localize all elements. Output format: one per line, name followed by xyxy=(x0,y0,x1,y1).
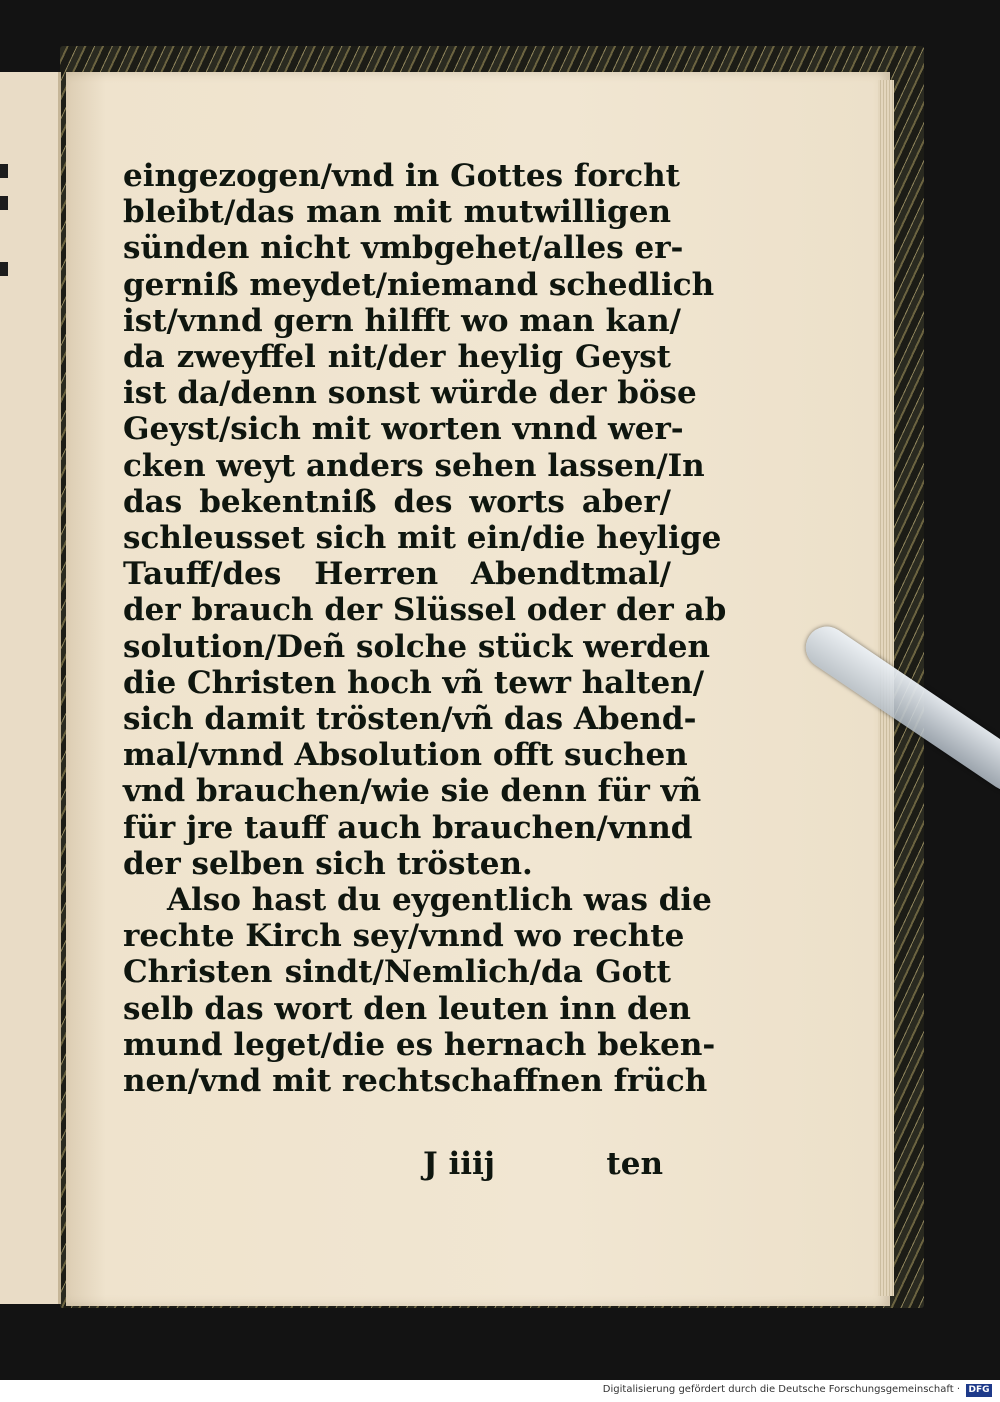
text-line: mal/vnnd Absolution offt suchen xyxy=(123,737,688,774)
text-line: die Christen hoch vñ tewr halten/ xyxy=(123,664,705,701)
text-line: gerniß meydet/niemand schedlich xyxy=(123,266,715,303)
text-line: da zweyffel nit/der heylig Geyst xyxy=(123,339,671,376)
text-fragment-mark xyxy=(0,164,8,178)
text-line: der selben sich trösten. xyxy=(123,845,533,882)
text-line: nen/vnd mit rechtschaffnen früch xyxy=(123,1063,708,1100)
catchline xyxy=(123,1146,671,1186)
footer-bar xyxy=(0,1380,1000,1402)
text-line: Christen sindt/Nemlich/da Gott xyxy=(123,954,671,991)
text-line: Also hast du eygentlich was die xyxy=(167,882,712,919)
text-line: Geyst/sich mit worten vnnd wer- xyxy=(123,411,684,448)
text-line: bleibt/das man mit mutwilligen xyxy=(123,194,671,231)
text-line: ist da/denn sonst würde der böse xyxy=(123,375,697,412)
text-line: Tauff/des Herren Abendtmal/ xyxy=(123,556,671,593)
text-line: cken weyt anders sehen lassen/In xyxy=(123,447,705,484)
text-line: sünden nicht vmbgehet/alles er- xyxy=(123,230,684,267)
text-line: solution/Deñ solche stück werden xyxy=(123,628,710,665)
text-line: rechte Kirch sey/vnnd wo rechte xyxy=(123,918,685,955)
text-block xyxy=(123,158,727,1100)
text-line: das bekentniß des worts aber/ xyxy=(123,483,671,520)
catchword: ten xyxy=(606,1146,663,1182)
left-facing-page xyxy=(0,72,61,1304)
text-line: der brauch der Slüssel oder der ab xyxy=(123,592,727,629)
text-line: ist/vnnd gern hilfft wo man kan/ xyxy=(123,302,681,339)
text-fragment-mark xyxy=(0,196,8,210)
text-line: mund leget/die es hernach beken- xyxy=(123,1026,716,1063)
text-line: für jre tauff auch brauchen/vnnd xyxy=(123,809,693,846)
text-line: schleusset sich mit ein/die heylige xyxy=(123,520,722,557)
text-line: selb das wort den leuten inn den xyxy=(123,990,691,1027)
text-line: sich damit trösten/vñ das Abend- xyxy=(123,701,697,738)
dfg-logo: DFG xyxy=(966,1384,992,1397)
funding-credit: Digitalisierung gefördert durch die Deutsche Forschungsgemeinschaft · xyxy=(602,1384,960,1395)
text-line: eingezogen/vnd in Gottes forcht xyxy=(123,158,680,194)
text-line: vnd brauchen/wie sie denn für vñ xyxy=(123,773,702,810)
signature-mark: J iiij xyxy=(423,1146,496,1182)
text-fragment-mark xyxy=(0,262,8,276)
